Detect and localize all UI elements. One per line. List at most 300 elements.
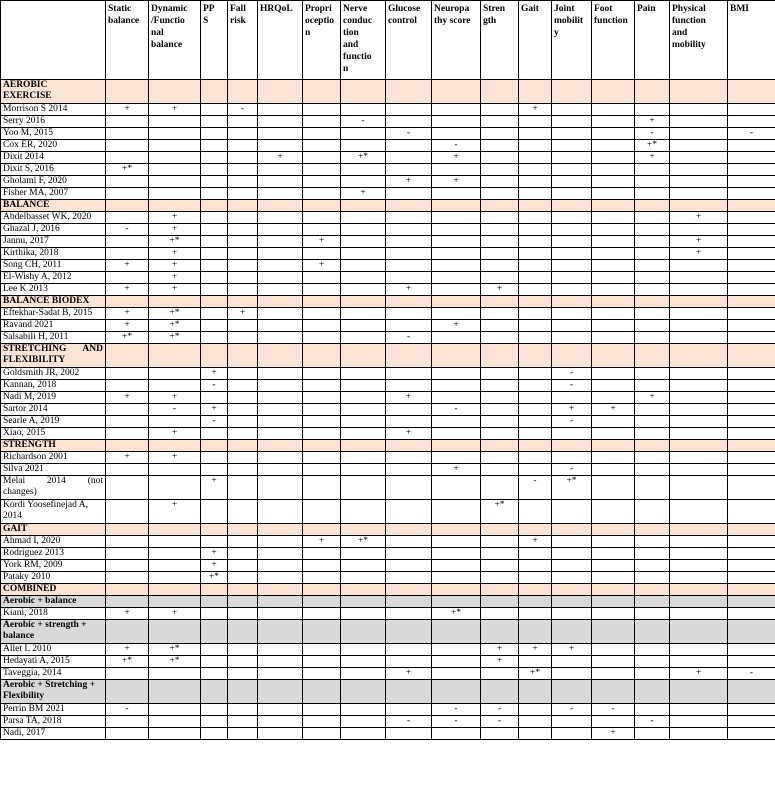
column-header-static-balance: Static balance — [106, 1, 149, 80]
result-cell-strength — [481, 452, 519, 464]
result-cell-proprioception — [303, 380, 341, 392]
result-cell-proprioception: + — [303, 260, 341, 272]
section-empty-cell — [106, 296, 149, 308]
result-cell-gait: + — [519, 536, 552, 548]
result-cell-hrqol — [258, 656, 303, 668]
result-cell-nerve-conduction-and-function — [341, 464, 386, 476]
study-name-cell: Eftekhar-Sadat B, 2015 — [1, 308, 106, 320]
section-empty-cell — [106, 524, 149, 536]
section-empty-cell — [149, 524, 201, 536]
section-empty-cell — [106, 344, 149, 368]
study-name-cell: Serry 2016 — [1, 116, 106, 128]
result-cell-strength — [481, 116, 519, 128]
result-cell-neuropathy-score: - — [432, 140, 481, 152]
result-cell-strength — [481, 308, 519, 320]
result-cell-nerve-conduction-and-function — [341, 404, 386, 416]
result-cell-fall-risk — [228, 668, 258, 680]
result-cell-physical-function-and-mobility — [670, 116, 728, 128]
section-empty-cell — [432, 524, 481, 536]
table-row — [1, 380, 775, 392]
result-cell-joint-mobility: - — [552, 704, 592, 716]
result-cell-dynamic-functional-balance — [149, 560, 201, 572]
result-cell-dynamic-functional-balance — [149, 128, 201, 140]
result-cell-hrqol — [258, 236, 303, 248]
result-cell-strength — [481, 332, 519, 344]
section-empty-cell — [106, 80, 149, 104]
result-cell-foot-function — [592, 236, 635, 248]
subsection-header-row — [1, 620, 775, 644]
result-cell-static-balance — [106, 128, 149, 140]
result-cell-foot-function — [592, 500, 635, 524]
result-cell-hrqol — [258, 572, 303, 584]
result-cell-pain — [635, 476, 670, 500]
result-cell-static-balance — [106, 212, 149, 224]
result-cell-pps — [201, 152, 228, 164]
result-cell-bmi — [728, 380, 775, 392]
result-cell-foot-function — [592, 104, 635, 116]
result-cell-fall-risk — [228, 464, 258, 476]
result-cell-hrqol — [258, 164, 303, 176]
result-cell-glucose-control — [386, 644, 432, 656]
subsection-empty-cell — [592, 620, 635, 644]
result-cell-glucose-control — [386, 560, 432, 572]
result-cell-foot-function — [592, 644, 635, 656]
result-cell-fall-risk — [228, 644, 258, 656]
table-row — [1, 368, 775, 380]
study-name-cell: Kordi Yoosefinejad A, 2014 — [1, 500, 106, 524]
result-cell-strength — [481, 416, 519, 428]
result-cell-strength — [481, 320, 519, 332]
result-cell-neuropathy-score — [432, 668, 481, 680]
section-empty-cell — [635, 80, 670, 104]
result-cell-gait — [519, 380, 552, 392]
result-cell-fall-risk — [228, 284, 258, 296]
result-cell-glucose-control — [386, 500, 432, 524]
result-cell-pps — [201, 128, 228, 140]
result-cell-proprioception — [303, 452, 341, 464]
result-cell-glucose-control — [386, 116, 432, 128]
result-cell-static-balance: +* — [106, 332, 149, 344]
result-cell-pain — [635, 188, 670, 200]
result-cell-pps — [201, 716, 228, 728]
result-cell-neuropathy-score — [432, 392, 481, 404]
table-body — [1, 80, 775, 740]
subsection-empty-cell — [386, 596, 432, 608]
result-cell-dynamic-functional-balance: +* — [149, 332, 201, 344]
result-cell-bmi — [728, 404, 775, 416]
result-cell-dynamic-functional-balance — [149, 188, 201, 200]
result-cell-strength — [481, 392, 519, 404]
result-cell-pps — [201, 608, 228, 620]
column-header-glucose-control: Glucose control — [386, 1, 432, 80]
result-cell-bmi — [728, 188, 775, 200]
study-name-cell: Salsabili H, 2011 — [1, 332, 106, 344]
result-cell-proprioception — [303, 728, 341, 740]
result-cell-nerve-conduction-and-function — [341, 236, 386, 248]
result-cell-nerve-conduction-and-function: + — [341, 188, 386, 200]
result-cell-fall-risk — [228, 176, 258, 188]
result-cell-dynamic-functional-balance: + — [149, 392, 201, 404]
result-cell-proprioception — [303, 500, 341, 524]
table-row — [1, 476, 775, 500]
result-cell-static-balance: + — [106, 320, 149, 332]
result-cell-static-balance — [106, 476, 149, 500]
result-cell-pps — [201, 308, 228, 320]
section-empty-cell — [303, 80, 341, 104]
result-cell-bmi — [728, 152, 775, 164]
result-cell-fall-risk — [228, 656, 258, 668]
section-empty-cell — [552, 440, 592, 452]
result-cell-foot-function: + — [592, 728, 635, 740]
result-cell-pps — [201, 212, 228, 224]
section-empty-cell — [481, 296, 519, 308]
section-empty-cell — [149, 200, 201, 212]
table-row — [1, 536, 775, 548]
section-empty-cell — [670, 344, 728, 368]
result-cell-neuropathy-score: + — [432, 464, 481, 476]
result-cell-joint-mobility — [552, 392, 592, 404]
result-cell-bmi — [728, 500, 775, 524]
result-cell-proprioception — [303, 392, 341, 404]
result-cell-pain — [635, 380, 670, 392]
subsection-empty-cell — [201, 620, 228, 644]
result-cell-bmi — [728, 608, 775, 620]
result-cell-proprioception — [303, 176, 341, 188]
section-empty-cell — [106, 440, 149, 452]
result-cell-nerve-conduction-and-function — [341, 320, 386, 332]
result-cell-gait — [519, 404, 552, 416]
result-cell-pps — [201, 224, 228, 236]
section-empty-cell — [519, 80, 552, 104]
result-cell-dynamic-functional-balance: - — [149, 404, 201, 416]
result-cell-pps — [201, 500, 228, 524]
section-empty-cell — [592, 80, 635, 104]
result-cell-fall-risk — [228, 164, 258, 176]
result-cell-neuropathy-score — [432, 116, 481, 128]
result-cell-physical-function-and-mobility — [670, 500, 728, 524]
result-cell-neuropathy-score — [432, 644, 481, 656]
result-cell-pps: + — [201, 548, 228, 560]
result-cell-joint-mobility — [552, 152, 592, 164]
result-cell-foot-function — [592, 140, 635, 152]
result-cell-pain: + — [635, 392, 670, 404]
section-empty-cell — [258, 296, 303, 308]
section-empty-cell — [552, 584, 592, 596]
table-row — [1, 248, 775, 260]
column-header-pps: PP S — [201, 1, 228, 80]
result-cell-pain — [635, 548, 670, 560]
result-cell-fall-risk — [228, 380, 258, 392]
study-name-cell: Song CH, 2011 — [1, 260, 106, 272]
result-cell-pps: + — [201, 368, 228, 380]
result-cell-nerve-conduction-and-function — [341, 608, 386, 620]
result-cell-fall-risk — [228, 548, 258, 560]
result-cell-joint-mobility — [552, 236, 592, 248]
subsection-empty-cell — [592, 680, 635, 704]
result-cell-static-balance — [106, 428, 149, 440]
result-cell-strength — [481, 176, 519, 188]
result-cell-gait — [519, 248, 552, 260]
result-cell-dynamic-functional-balance — [149, 548, 201, 560]
study-name-cell: Melai 2014 (not changes) — [1, 476, 106, 500]
result-cell-gait — [519, 236, 552, 248]
result-cell-hrqol — [258, 476, 303, 500]
result-cell-pps — [201, 164, 228, 176]
table-row — [1, 224, 775, 236]
section-empty-cell — [432, 296, 481, 308]
result-cell-physical-function-and-mobility — [670, 704, 728, 716]
result-cell-nerve-conduction-and-function — [341, 128, 386, 140]
result-cell-strength — [481, 728, 519, 740]
result-cell-pain — [635, 464, 670, 476]
result-cell-hrqol — [258, 536, 303, 548]
result-cell-joint-mobility — [552, 656, 592, 668]
result-cell-neuropathy-score — [432, 656, 481, 668]
result-cell-neuropathy-score — [432, 452, 481, 464]
result-cell-static-balance — [106, 152, 149, 164]
section-empty-cell — [670, 200, 728, 212]
result-cell-proprioception — [303, 332, 341, 344]
result-cell-dynamic-functional-balance: + — [149, 212, 201, 224]
section-empty-cell — [592, 296, 635, 308]
section-empty-cell — [258, 80, 303, 104]
section-empty-cell — [149, 344, 201, 368]
result-cell-glucose-control — [386, 476, 432, 500]
study-name-cell: Taveggia, 2014 — [1, 668, 106, 680]
result-cell-bmi — [728, 560, 775, 572]
result-cell-fall-risk — [228, 452, 258, 464]
result-cell-pps — [201, 284, 228, 296]
section-empty-cell — [201, 524, 228, 536]
result-cell-joint-mobility — [552, 536, 592, 548]
result-cell-dynamic-functional-balance — [149, 476, 201, 500]
result-cell-dynamic-functional-balance: + — [149, 608, 201, 620]
result-cell-physical-function-and-mobility — [670, 404, 728, 416]
result-cell-pps: - — [201, 380, 228, 392]
result-cell-pain — [635, 164, 670, 176]
result-cell-strength — [481, 560, 519, 572]
result-cell-hrqol — [258, 548, 303, 560]
result-cell-pain — [635, 608, 670, 620]
result-cell-static-balance: + — [106, 644, 149, 656]
section-empty-cell — [341, 524, 386, 536]
result-cell-gait — [519, 188, 552, 200]
section-empty-cell — [552, 344, 592, 368]
section-header-row — [1, 440, 775, 452]
result-cell-fall-risk — [228, 704, 258, 716]
result-cell-glucose-control — [386, 260, 432, 272]
result-cell-bmi — [728, 176, 775, 188]
result-cell-pps — [201, 248, 228, 260]
result-cell-foot-function — [592, 272, 635, 284]
result-cell-static-balance: + — [106, 260, 149, 272]
result-cell-static-balance: +* — [106, 164, 149, 176]
result-cell-hrqol — [258, 224, 303, 236]
section-empty-cell — [201, 440, 228, 452]
result-cell-joint-mobility — [552, 332, 592, 344]
result-cell-proprioception — [303, 608, 341, 620]
result-cell-fall-risk — [228, 716, 258, 728]
result-cell-neuropathy-score — [432, 560, 481, 572]
result-cell-physical-function-and-mobility — [670, 272, 728, 284]
result-cell-pps — [201, 176, 228, 188]
result-cell-strength — [481, 572, 519, 584]
result-cell-foot-function — [592, 224, 635, 236]
column-header-study — [1, 1, 106, 80]
result-cell-proprioception — [303, 212, 341, 224]
result-cell-nerve-conduction-and-function — [341, 308, 386, 320]
result-cell-pain: - — [635, 128, 670, 140]
result-cell-joint-mobility — [552, 212, 592, 224]
section-empty-cell — [386, 440, 432, 452]
subsection-empty-cell — [341, 680, 386, 704]
result-cell-strength — [481, 248, 519, 260]
result-cell-nerve-conduction-and-function — [341, 368, 386, 380]
result-cell-gait — [519, 656, 552, 668]
result-cell-strength — [481, 464, 519, 476]
section-empty-cell — [432, 344, 481, 368]
result-cell-neuropathy-score — [432, 128, 481, 140]
result-cell-foot-function — [592, 164, 635, 176]
result-cell-physical-function-and-mobility — [670, 536, 728, 548]
result-cell-strength — [481, 428, 519, 440]
result-cell-fall-risk — [228, 236, 258, 248]
table-row — [1, 728, 775, 740]
result-cell-bmi — [728, 140, 775, 152]
result-cell-bmi — [728, 536, 775, 548]
result-cell-glucose-control: + — [386, 428, 432, 440]
result-cell-physical-function-and-mobility: + — [670, 212, 728, 224]
result-cell-pps — [201, 272, 228, 284]
table-row — [1, 308, 775, 320]
result-cell-gait — [519, 320, 552, 332]
result-cell-fall-risk — [228, 116, 258, 128]
result-cell-bmi — [728, 428, 775, 440]
result-cell-gait — [519, 416, 552, 428]
result-cell-fall-risk — [228, 416, 258, 428]
result-cell-foot-function — [592, 116, 635, 128]
result-cell-glucose-control — [386, 320, 432, 332]
result-cell-strength: - — [481, 704, 519, 716]
subsection-empty-cell — [228, 620, 258, 644]
result-cell-bmi — [728, 224, 775, 236]
result-cell-physical-function-and-mobility — [670, 716, 728, 728]
result-cell-proprioception — [303, 320, 341, 332]
table-row — [1, 140, 775, 152]
result-cell-dynamic-functional-balance — [149, 464, 201, 476]
result-cell-fall-risk — [228, 536, 258, 548]
section-empty-cell — [228, 344, 258, 368]
result-cell-hrqol — [258, 560, 303, 572]
result-cell-foot-function — [592, 392, 635, 404]
result-cell-pain — [635, 536, 670, 548]
result-cell-proprioception — [303, 152, 341, 164]
result-cell-strength — [481, 164, 519, 176]
result-cell-pps — [201, 116, 228, 128]
subsection-empty-cell — [728, 596, 775, 608]
result-cell-physical-function-and-mobility — [670, 284, 728, 296]
subsection-empty-cell — [258, 680, 303, 704]
result-cell-strength — [481, 536, 519, 548]
study-name-cell: Cox ER, 2020 — [1, 140, 106, 152]
result-cell-dynamic-functional-balance: +* — [149, 308, 201, 320]
column-header-foot-function: Foot function — [592, 1, 635, 80]
section-label: GAIT — [1, 524, 106, 536]
result-cell-neuropathy-score — [432, 536, 481, 548]
result-cell-fall-risk — [228, 560, 258, 572]
result-cell-neuropathy-score — [432, 248, 481, 260]
section-empty-cell — [341, 440, 386, 452]
result-cell-pain: +* — [635, 140, 670, 152]
result-cell-joint-mobility — [552, 176, 592, 188]
study-name-cell: Richardson 2001 — [1, 452, 106, 464]
subsection-empty-cell — [728, 620, 775, 644]
section-empty-cell — [386, 80, 432, 104]
result-cell-static-balance — [106, 572, 149, 584]
section-empty-cell — [386, 344, 432, 368]
result-cell-neuropathy-score: - — [432, 716, 481, 728]
result-cell-static-balance: - — [106, 224, 149, 236]
result-cell-hrqol — [258, 464, 303, 476]
result-cell-neuropathy-score: - — [432, 404, 481, 416]
section-empty-cell — [258, 524, 303, 536]
subsection-empty-cell — [552, 620, 592, 644]
result-cell-static-balance — [106, 380, 149, 392]
result-cell-foot-function: - — [592, 704, 635, 716]
result-cell-bmi — [728, 704, 775, 716]
result-cell-neuropathy-score — [432, 188, 481, 200]
result-cell-physical-function-and-mobility — [670, 416, 728, 428]
study-name-cell: Nadi M, 2019 — [1, 392, 106, 404]
result-cell-fall-risk — [228, 608, 258, 620]
result-cell-static-balance: + — [106, 284, 149, 296]
result-cell-strength — [481, 212, 519, 224]
result-cell-gait — [519, 464, 552, 476]
result-cell-joint-mobility — [552, 128, 592, 140]
result-cell-glucose-control — [386, 152, 432, 164]
result-cell-gait — [519, 452, 552, 464]
result-cell-dynamic-functional-balance: + — [149, 248, 201, 260]
result-cell-static-balance — [106, 368, 149, 380]
section-empty-cell — [728, 296, 775, 308]
result-cell-pain — [635, 416, 670, 428]
result-cell-static-balance — [106, 416, 149, 428]
result-cell-proprioception — [303, 104, 341, 116]
study-name-cell: Kirthika, 2018 — [1, 248, 106, 260]
result-cell-dynamic-functional-balance: + — [149, 452, 201, 464]
result-cell-pain — [635, 704, 670, 716]
subsection-empty-cell — [670, 620, 728, 644]
table-row — [1, 704, 775, 716]
result-cell-foot-function — [592, 188, 635, 200]
result-cell-foot-function — [592, 560, 635, 572]
result-cell-bmi — [728, 332, 775, 344]
result-cell-dynamic-functional-balance — [149, 416, 201, 428]
study-name-cell: Allet L 2010 — [1, 644, 106, 656]
result-cell-foot-function — [592, 572, 635, 584]
section-empty-cell — [519, 344, 552, 368]
result-cell-joint-mobility — [552, 560, 592, 572]
result-cell-static-balance — [106, 272, 149, 284]
result-cell-bmi — [728, 104, 775, 116]
result-cell-dynamic-functional-balance — [149, 116, 201, 128]
result-cell-dynamic-functional-balance — [149, 380, 201, 392]
table-row — [1, 116, 775, 128]
result-cell-nerve-conduction-and-function — [341, 332, 386, 344]
result-cell-joint-mobility — [552, 428, 592, 440]
result-cell-joint-mobility — [552, 500, 592, 524]
result-cell-dynamic-functional-balance: + — [149, 500, 201, 524]
